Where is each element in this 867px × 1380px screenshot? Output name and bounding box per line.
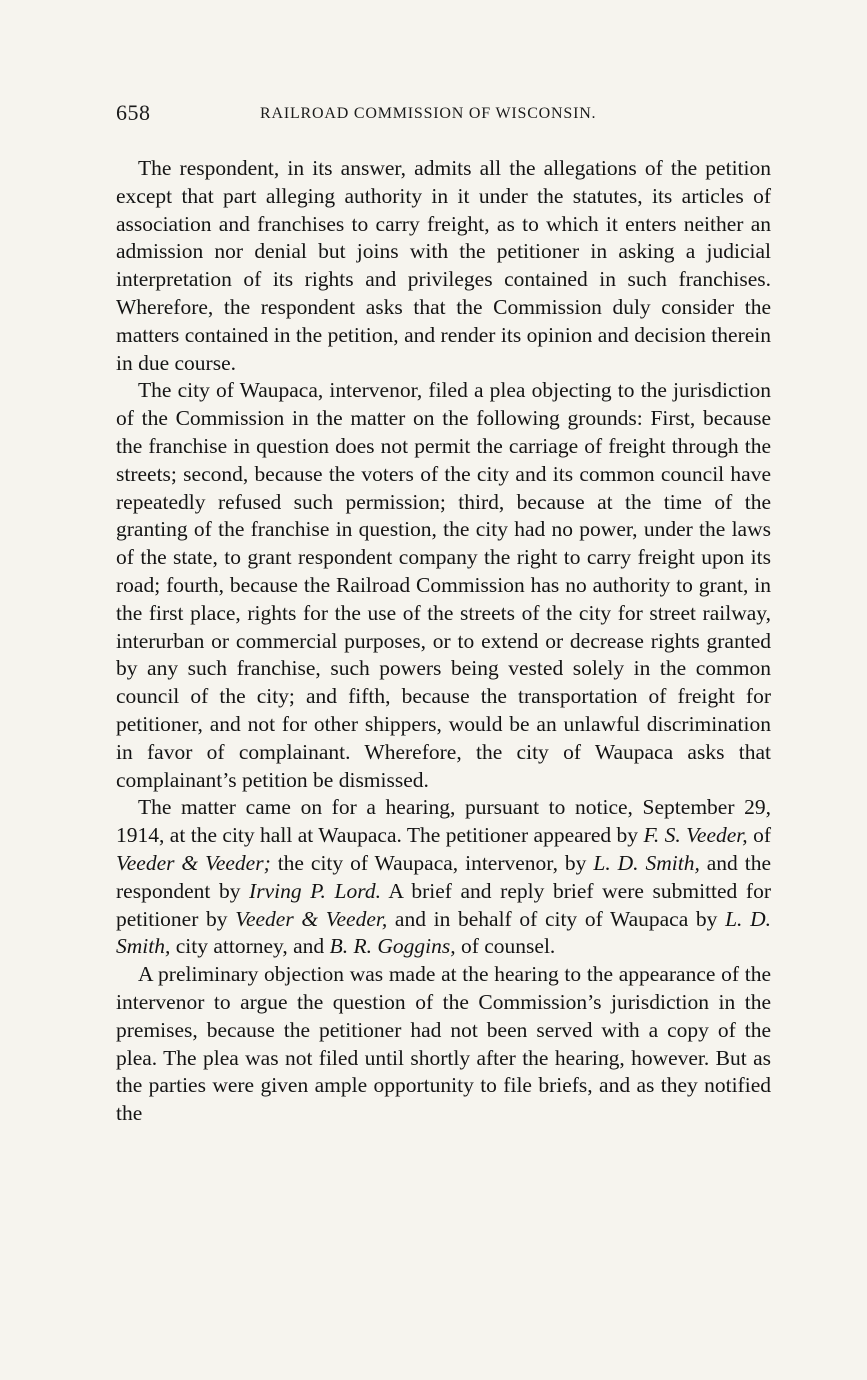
italic-name: B. R. Goggins,	[329, 934, 456, 959]
text-run: The city of Waupaca, intervenor, filed a plea objecting to the jurisdiction of the Commission in the matter on the following grounds: First, because the franchise in question does not permit the carriage of freight through the streets; second, because the voters of the city and its common council have repeatedly refused such permission; third, because at the time of the granting of the franchise in question, the city had no power, under the laws of the state, to grant respondent company the right to carry freight upon its road; fourth, because the Railroad Commission has no authority to grant, in the first place, rights for the use of the streets of the city for street railway, interurban or commercial purposes, or to extend or decrease rights granted by any such franchise, such powers being vested solely in the common council of the city; and fifth, because the transportation of freight for petitioner, and not for other shippers, would be an unlawful discrimination in favor of complainant. Wherefore, the city of Waupaca asks that complainant’s petition be dismissed.	[116, 378, 771, 792]
text-run: and in behalf of city of Waupaca by	[387, 906, 726, 931]
text-run: of	[747, 823, 771, 848]
text-run: The respondent, in its answer, admits all the allegations of the petition except that part alleging authority in it under the statutes, its articles of association and franchises to carry freight, as to which it enters neither an admission nor denial but joins with the petitioner in asking a judicial interpretation of its rights and privileges contained in such franchises. Wherefore, the respondent asks that the Commission duly consider the matters contained in the petition, and render its opinion and decision therein in due course.	[116, 156, 771, 375]
text-run: A preliminary objection was made at the hearing to the appearance of the intervenor to argue the question of the Commission’s jurisdiction in the premises, because the petitioner had not been served with a copy of the plea. The plea was not filed until shortly after the hearing, however. But as the parties were given ample opportunity to file briefs, and as they notified the	[116, 962, 771, 1126]
text-run: A brief and reply brief were submitted for petitioner by	[116, 878, 771, 931]
page-header	[116, 100, 771, 132]
text-run: and the respondent by	[116, 850, 772, 903]
page-number: 658	[116, 100, 151, 125]
paragraph	[116, 794, 771, 961]
paragraph	[116, 377, 771, 794]
text-run: The matter came on for a hearing, pursuant to notice, September 29, 1914, at the city hall at Waupaca. The petitioner appeared by	[116, 795, 771, 848]
italic-name: L. D. Smith,	[593, 850, 700, 875]
text-run: the city of Waupaca, intervenor, by	[270, 850, 594, 875]
italic-name: Irving P. Lord.	[249, 878, 381, 903]
italic-name: Veeder & Veeder;	[116, 850, 271, 875]
body-text	[116, 155, 771, 1128]
paragraph	[116, 155, 771, 377]
paragraph	[116, 961, 771, 1128]
italic-name: L. D. Smith,	[116, 906, 771, 959]
italic-name: Veeder & Veeder,	[235, 906, 388, 931]
text-run: of counsel.	[455, 934, 556, 959]
running-head: RAILROAD COMMISSION OF WISCONSIN.	[260, 105, 597, 122]
text-run: city attorney, and	[170, 934, 330, 959]
italic-name: F. S. Veeder,	[643, 823, 748, 848]
